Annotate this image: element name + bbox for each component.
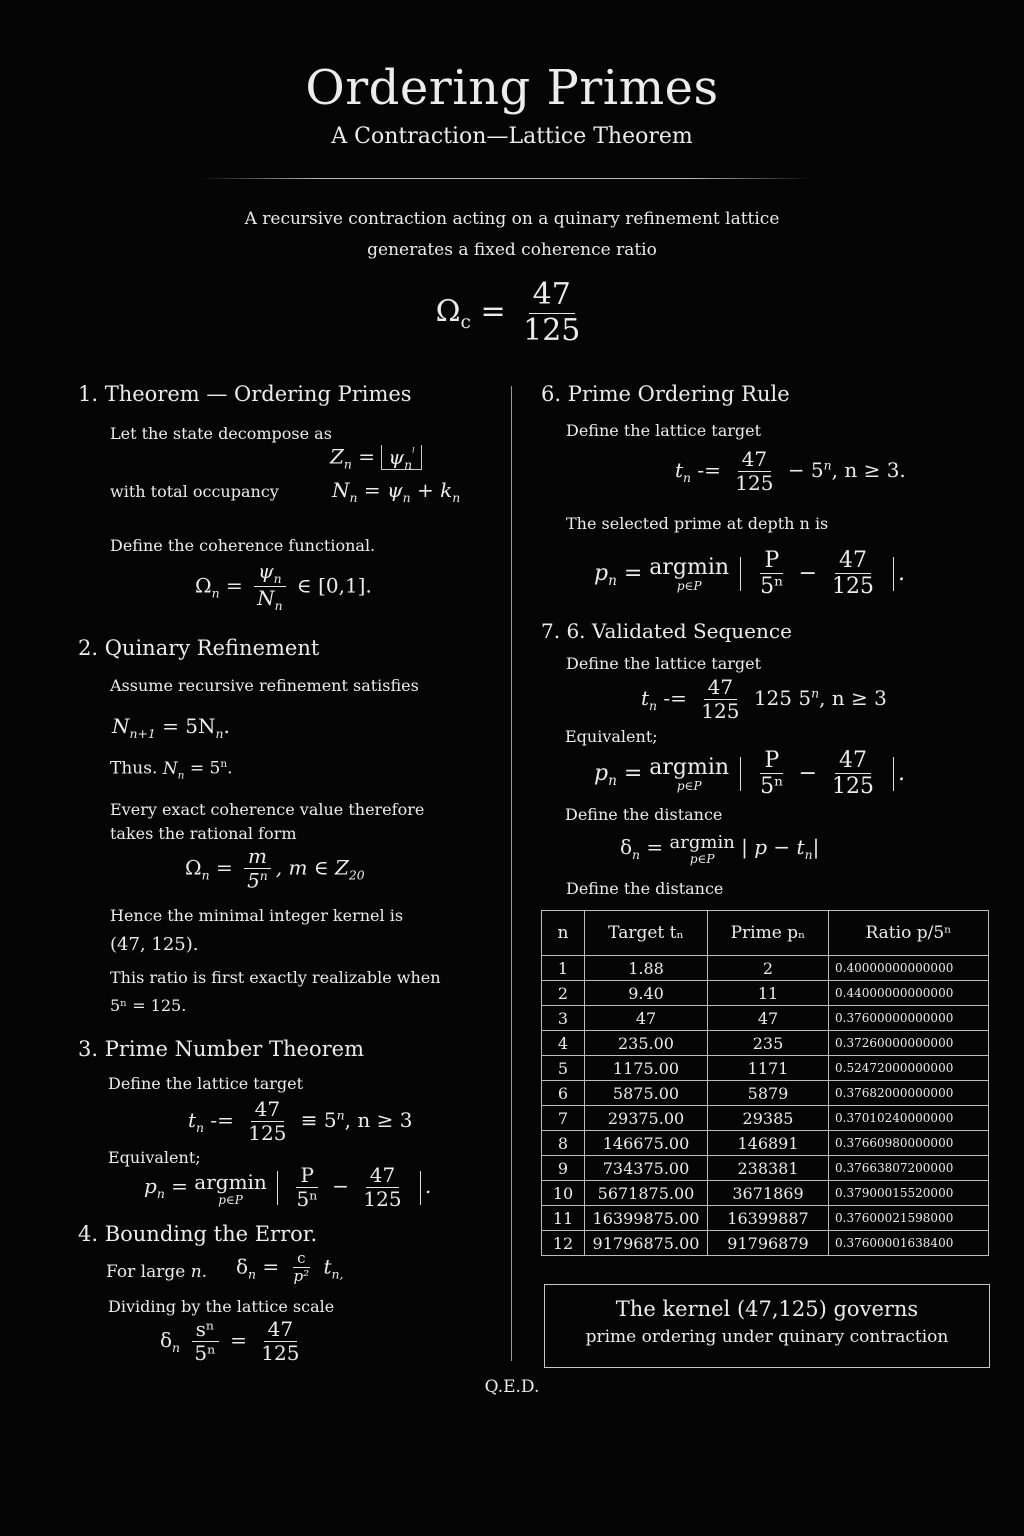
s7-distance: $\delta_n$ = argmin p∈P | $p - t_n|$	[620, 832, 820, 866]
form-tail-sub: 20	[348, 867, 365, 883]
s3-t-sup: n	[336, 1107, 345, 1123]
col-header-target: Target tₙ	[585, 911, 708, 956]
table-row	[542, 1206, 989, 1231]
rec-lhs: N	[112, 714, 130, 738]
s7-frac1-num: P	[760, 748, 783, 774]
thus-sub: n	[177, 769, 185, 782]
cell-target: 5875.00	[585, 1081, 708, 1106]
cell-n: 4	[542, 1031, 585, 1056]
s7-frac2-den: 125	[832, 774, 875, 800]
form-tail: , m ∈ Z	[275, 855, 349, 880]
s7-target	[641, 676, 887, 723]
table-row	[542, 956, 989, 981]
s3-argmin-word: argmin	[194, 1169, 267, 1194]
s4-line-2: Dividing by the lattice scale	[108, 1297, 335, 1316]
s3-t-tail: , n ≥ 3	[344, 1108, 413, 1132]
s7-line-1: Define the lattice target	[566, 654, 762, 673]
page-subtitle: A Contraction—Lattice Theorem	[331, 124, 693, 149]
cell-n: 6	[542, 1081, 585, 1106]
cell-ratio: 0.37010240000000	[829, 1106, 989, 1131]
s4-for-large: For large	[106, 1262, 186, 1282]
om-den: N	[257, 586, 275, 611]
s6-frac-1	[756, 548, 788, 600]
main-fraction-den: 125	[523, 312, 581, 348]
s6-target	[675, 448, 906, 495]
cell-target: 1175.00	[585, 1056, 708, 1081]
cell-ratio: 0.37682000000000	[829, 1081, 989, 1106]
s3-abs-right	[420, 1171, 421, 1205]
zn-rhs-sub: n	[404, 456, 413, 472]
s7-end: .	[898, 760, 906, 786]
s6-frac1-den: 5ⁿ	[760, 574, 784, 600]
cell-n: 12	[542, 1231, 585, 1256]
kernel-line-1: The kernel (47,125) governs	[615, 1297, 919, 1321]
s7-p-sub: n	[608, 773, 617, 790]
s7-line-2: Define the distance	[565, 805, 723, 824]
cell-target: 734375.00	[585, 1156, 708, 1181]
s2-line-5: This ratio is first exactly realizable when	[110, 968, 441, 987]
s3-frac2-den: 125	[363, 1187, 402, 1211]
section-3-heading: 3. Prime Number Theorem	[78, 1037, 364, 1061]
rec-tail: .	[223, 714, 230, 738]
rec-rhs: = 5N	[155, 714, 216, 738]
s6-t-tail: , n ≥ 3.	[831, 458, 906, 482]
cell-prime: 29385	[708, 1106, 829, 1131]
col-header-prime: Prime pₙ	[708, 911, 829, 956]
s3-t-num: 47	[251, 1098, 284, 1122]
s4-s-sub: n	[172, 1340, 181, 1355]
cell-target: 91796875.00	[585, 1231, 708, 1256]
col-header-n: n	[542, 911, 585, 956]
section-7-heading: 7. 6. Validated Sequence	[541, 619, 792, 643]
zn-sub: n	[343, 456, 352, 472]
s4-n-var: n.	[190, 1262, 208, 1282]
s1-zn-equation	[330, 444, 422, 472]
s7-minus: −	[798, 760, 818, 786]
s6-argmin-under: p∈P	[676, 579, 702, 594]
s3-t-fraction	[244, 1098, 290, 1145]
om-den-sub: n	[274, 598, 283, 614]
form-den: 5	[247, 868, 260, 893]
nn-sub: n	[349, 490, 358, 505]
col-header-ratio: Ratio p/5ⁿ	[829, 911, 989, 956]
thus-lhs: N	[162, 758, 178, 779]
s7-argmin2-under: p∈P	[689, 852, 715, 866]
section-4-heading: 4. Bounding the Error.	[78, 1222, 318, 1246]
s4-s-fraction	[190, 1318, 219, 1365]
s3-target	[188, 1098, 412, 1145]
cell-n: 8	[542, 1131, 585, 1156]
table-row	[542, 1056, 989, 1081]
cell-prime: 235	[708, 1031, 829, 1056]
s3-t-lhs: t	[188, 1108, 197, 1132]
s6-argmin	[594, 548, 905, 600]
kernel-summary-box	[544, 1284, 990, 1368]
form-eq: =	[215, 855, 233, 880]
cell-target: 16399875.00	[585, 1206, 708, 1231]
s3-t-op: -=	[204, 1108, 241, 1132]
cell-prime: 5879	[708, 1081, 829, 1106]
s6-t-fraction	[731, 448, 777, 495]
cell-n: 11	[542, 1206, 585, 1231]
page-title: Ordering Primes	[305, 60, 719, 116]
cell-target: 235.00	[585, 1031, 708, 1056]
s2-line-6: 5ⁿ = 125.	[110, 996, 187, 1015]
s2-thus	[110, 758, 233, 781]
s7-argmin2-word: argmin	[669, 832, 735, 853]
s7-argmin-op	[649, 755, 729, 792]
cell-prime: 91796879	[708, 1231, 829, 1256]
s7-argmin	[594, 748, 905, 800]
s4-s-den: 5ⁿ	[194, 1341, 216, 1365]
s2-kernel: (47, 125).	[110, 934, 199, 955]
cell-ratio: 0.37900015520000	[829, 1181, 989, 1206]
s6-t-num: 47	[738, 448, 771, 472]
cell-ratio: 0.44000000000000	[829, 981, 989, 1006]
s1-nn-equation	[332, 478, 460, 505]
s7-t-op: -=	[657, 686, 694, 710]
cell-target: 146675.00	[585, 1131, 708, 1156]
s7-d-tail-sub: n	[804, 847, 813, 862]
s7-t-lhs: t	[641, 686, 650, 710]
cell-prime: 16399887	[708, 1206, 829, 1231]
s4-d-tail-sub: n,	[331, 1266, 344, 1282]
om-num-sub: n	[273, 571, 282, 586]
main-fraction	[519, 278, 584, 348]
s7-abs-right	[893, 757, 894, 791]
section-2-heading: 2. Quinary Refinement	[78, 636, 320, 660]
zn-bracket	[381, 445, 422, 470]
s3-argmin	[144, 1164, 431, 1211]
s7-frac-2	[828, 748, 878, 800]
s6-minus: −	[798, 560, 818, 586]
om-tail: ∈ [0,1].	[296, 573, 372, 598]
table-row	[542, 1106, 989, 1131]
s3-abs-left	[277, 1171, 278, 1205]
cell-prime: 3671869	[708, 1181, 829, 1206]
s7-line-3: Define the distance	[566, 879, 724, 898]
s6-frac1-num: P	[760, 548, 783, 574]
table-row	[542, 1156, 989, 1181]
s7-frac-1	[756, 748, 788, 800]
cell-prime: 11	[708, 981, 829, 1006]
form-lhs: Ω	[185, 855, 202, 880]
s3-frac1-num: P	[296, 1164, 317, 1188]
zn-rhs-sup: ˡ	[412, 444, 416, 459]
s3-frac-2	[359, 1164, 405, 1211]
s4-s-eq: =	[230, 1328, 247, 1352]
kernel-line-2: prime ordering under quinary contraction	[585, 1327, 949, 1347]
s7-d-lhs: δ	[620, 835, 633, 859]
s4-delta-equation	[236, 1250, 343, 1286]
s7-equiv: Equivalent;	[565, 727, 658, 746]
s6-argmin-word: argmin	[649, 555, 730, 581]
s4-d-den: p²	[293, 1267, 310, 1286]
s7-d-eq: =	[640, 835, 670, 859]
s6-frac2-den: 125	[832, 574, 875, 600]
cell-prime: 47	[708, 1006, 829, 1031]
main-fraction-num: 47	[529, 278, 575, 314]
s7-argmin2-op	[670, 832, 735, 865]
s4-s-fraction-2	[257, 1318, 303, 1365]
s7-p-lhs: p	[594, 760, 609, 786]
s2-rational-form	[185, 845, 365, 893]
cell-ratio: 0.37663807200000	[829, 1156, 989, 1181]
nn-rest: = ψ	[357, 478, 403, 502]
s3-t-mid: ≡ 5	[294, 1108, 337, 1132]
s2-line-2: Every exact coherence value therefore	[110, 800, 425, 819]
s3-p-eq: =	[164, 1174, 195, 1198]
rec-lhs-sub: n+1	[129, 726, 156, 741]
s6-line-1: Define the lattice target	[566, 421, 762, 440]
s3-p-lhs: p	[144, 1174, 157, 1198]
s7-t-tail: , n ≥ 3	[819, 686, 887, 710]
s3-equiv: Equivalent;	[108, 1148, 201, 1167]
omega-symbol: Ω	[435, 294, 461, 329]
s3-argmin-op	[194, 1170, 267, 1206]
s4-s-num2: 47	[264, 1318, 297, 1342]
s3-frac-1	[293, 1164, 322, 1211]
cell-ratio: 0.37600000000000	[829, 1006, 989, 1031]
cell-target: 47	[585, 1006, 708, 1031]
cell-ratio: 0.37260000000000	[829, 1031, 989, 1056]
abstract-line-1: A recursive contraction acting on a quinary refinement lattice	[244, 209, 780, 229]
om-eq: =	[225, 573, 243, 598]
s7-t-den: 125	[701, 699, 740, 723]
s4-d-sub: n	[248, 1266, 257, 1282]
cell-target: 9.40	[585, 981, 708, 1006]
table-row	[542, 1181, 989, 1206]
s6-frac2-num: 47	[835, 548, 871, 574]
s7-t-fraction	[697, 676, 743, 723]
form-num: m	[244, 845, 271, 869]
s6-line-2: The selected prime at depth n is	[566, 514, 829, 533]
cell-prime: 238381	[708, 1156, 829, 1181]
table-row	[542, 981, 989, 1006]
s3-t-sub: n	[196, 1120, 205, 1135]
s4-d-num: c	[293, 1250, 309, 1268]
main-equation	[0, 278, 1024, 348]
cell-n: 5	[542, 1056, 585, 1081]
s2-recurrence	[112, 714, 230, 741]
cell-n: 3	[542, 1006, 585, 1031]
cell-prime: 146891	[708, 1131, 829, 1156]
thus-word: Thus.	[110, 758, 158, 779]
s3-frac2-num: 47	[366, 1164, 399, 1188]
s7-t-mid: 125 5	[753, 686, 812, 710]
s4-s-lhs: δ	[160, 1328, 173, 1352]
header-divider	[200, 178, 812, 179]
form-sub: n	[201, 867, 210, 883]
nn-rest-sub: n	[402, 490, 411, 505]
abstract	[0, 204, 1024, 266]
validated-sequence-table	[541, 910, 989, 1256]
s6-p-lhs: p	[594, 560, 609, 586]
om-fraction	[253, 560, 286, 614]
s3-p-sub: n	[156, 1186, 165, 1201]
table-row	[542, 1231, 989, 1256]
s6-t-sup: n	[823, 457, 832, 473]
form-den-sup: n	[259, 868, 268, 883]
s3-frac1-den: 5ⁿ	[296, 1187, 318, 1211]
table-row	[542, 1081, 989, 1106]
s3-t-den: 125	[248, 1121, 287, 1145]
cell-n: 7	[542, 1106, 585, 1131]
cell-n: 10	[542, 1181, 585, 1206]
s4-line-1	[106, 1262, 207, 1282]
zn-rhs: ψ	[388, 444, 405, 469]
s4-d-tail: t	[323, 1254, 332, 1279]
cell-ratio: 0.40000000000000	[829, 956, 989, 981]
table-row	[542, 1031, 989, 1056]
table-row	[542, 1131, 989, 1156]
s3-minus: −	[332, 1174, 350, 1198]
s6-t-lhs: t	[675, 458, 684, 482]
s7-frac2-num: 47	[835, 748, 871, 774]
s7-t-sup: n	[811, 685, 820, 701]
thus-end: .	[227, 758, 233, 779]
cell-ratio: 0.37600021598000	[829, 1206, 989, 1231]
nn-lhs: N	[332, 478, 350, 502]
s3-argmin-under: p∈P	[218, 1192, 243, 1207]
cell-prime: 1171	[708, 1056, 829, 1081]
table-row	[542, 1006, 989, 1031]
s4-d-fraction	[290, 1250, 314, 1286]
abstract-line-2: generates a fixed coherence ratio	[367, 240, 657, 260]
qed-mark: Q.E.D.	[484, 1377, 540, 1397]
s2-line-1: Assume recursive refinement satisfies	[110, 676, 419, 695]
section-1-heading: 1. Theorem — Ordering Primes	[78, 382, 412, 406]
s6-argmin-op	[649, 555, 729, 592]
cell-n: 1	[542, 956, 585, 981]
s7-argmin-under: p∈P	[676, 779, 702, 794]
cell-target: 5671875.00	[585, 1181, 708, 1206]
cell-n: 2	[542, 981, 585, 1006]
s6-abs-left	[740, 557, 741, 591]
cell-prime: 2	[708, 956, 829, 981]
s7-t-num: 47	[704, 676, 737, 700]
s6-t-den: 125	[735, 471, 774, 495]
thus-sup: n	[220, 758, 228, 770]
s7-abs-left	[740, 757, 741, 791]
s1-line-2: with total occupancy	[110, 482, 279, 501]
s4-s-den2: 125	[261, 1341, 300, 1365]
s4-d-lhs: δ	[236, 1254, 249, 1279]
s6-t-mid: − 5	[787, 458, 824, 482]
om-sub: n	[211, 585, 220, 601]
s6-t-op: -=	[691, 458, 728, 482]
nn-k-sub: n	[452, 490, 461, 505]
sequence-table	[541, 910, 989, 1256]
cell-target: 1.88	[585, 956, 708, 981]
om-num: ψ	[257, 559, 274, 583]
s3-end: .	[424, 1174, 432, 1198]
s6-frac-2	[828, 548, 878, 600]
cell-ratio: 0.52472000000000	[829, 1056, 989, 1081]
s7-frac1-den: 5ⁿ	[760, 774, 784, 800]
s2-line-3: takes the rational form	[110, 824, 297, 843]
s7-d-tail: p − t	[754, 835, 805, 859]
thus-rest: = 5	[184, 758, 221, 779]
form-fraction	[243, 845, 272, 893]
s4-s-num: sⁿ	[192, 1318, 219, 1342]
s4-d-eq: =	[256, 1254, 286, 1279]
s2-line-4: Hence the minimal integer kernel is	[110, 906, 404, 925]
s1-line-3: Define the coherence functional.	[110, 536, 376, 555]
s7-p-eq: =	[616, 760, 650, 786]
nn-plus: + k	[410, 478, 453, 502]
s6-t-sub: n	[683, 470, 692, 485]
zn-lhs: Z	[330, 444, 344, 469]
s4-scale-equation	[160, 1318, 307, 1365]
cell-target: 29375.00	[585, 1106, 708, 1131]
column-divider	[511, 386, 512, 1361]
om-lhs: Ω	[195, 573, 212, 598]
rec-rhs-sub: n	[215, 726, 224, 741]
cell-ratio: 0.37660980000000	[829, 1131, 989, 1156]
s6-abs-right	[893, 557, 894, 591]
s7-d-sub: n	[632, 847, 641, 862]
s1-omega-equation	[195, 560, 372, 614]
cell-ratio: 0.37600001638400	[829, 1231, 989, 1256]
main-eq-sign: =	[480, 294, 506, 329]
s7-t-sub: n	[649, 698, 658, 713]
table-header-row	[542, 911, 989, 956]
zn-eq: =	[358, 444, 376, 469]
s7-argmin-word: argmin	[649, 755, 730, 781]
cell-n: 9	[542, 1156, 585, 1181]
s1-line-1: Let the state decompose as	[110, 424, 332, 443]
section-6-heading: 6. Prime Ordering Rule	[541, 382, 790, 406]
s6-end: .	[898, 560, 906, 586]
s6-p-sub: n	[608, 573, 617, 590]
s6-p-eq: =	[616, 560, 650, 586]
s3-line-1: Define the lattice target	[108, 1074, 304, 1093]
omega-sub: c	[460, 312, 471, 333]
